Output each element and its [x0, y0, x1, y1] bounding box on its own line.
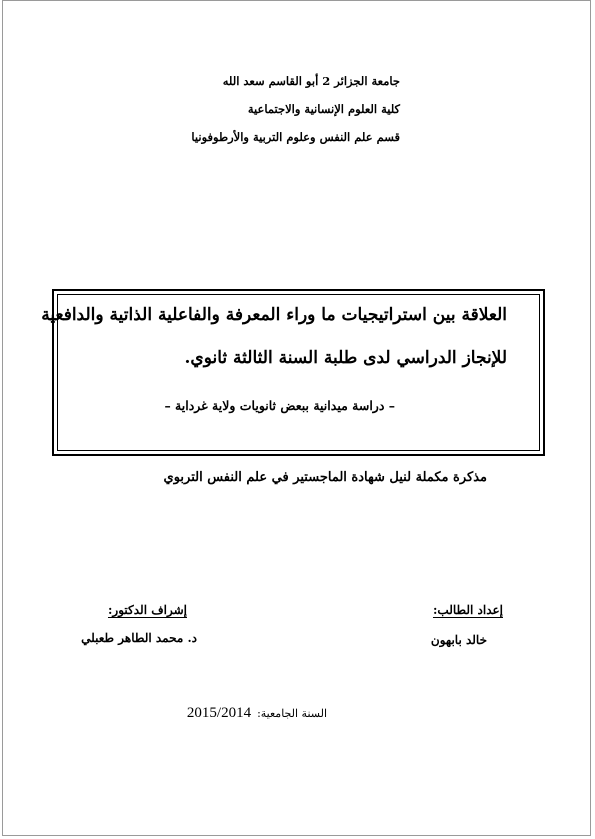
university-name: جامعة الجزائر 2 أبو القاسم سعد الله	[222, 74, 400, 88]
supervisor-name: د. محمد الطاهر طعبلي	[81, 631, 197, 645]
academic-year-value: 2015/2014	[186, 705, 252, 721]
academic-year	[187, 705, 327, 722]
degree-note: مذكرة مكملة لنيل شهادة الماجستير في علم النفس التربوي	[163, 470, 487, 485]
faculty-name: كلية العلوم الإنسانية والاجتماعية	[247, 102, 400, 116]
department-name: قسم علم النفس وعلوم التربية والأرطوفونيا	[191, 130, 400, 144]
student-name: خالد بابهون	[430, 633, 487, 647]
thesis-title-line-2: للإنجاز الدراسي لدى طلبة السنة الثالثة ثانوي.	[184, 348, 507, 368]
prepared-by-label: إعداد الطالب:	[432, 603, 503, 617]
academic-year-label: السنة الجامعية:	[257, 707, 327, 720]
thesis-subtitle: – دراسة ميدانية ببعض ثانويات ولاية غرداية –	[164, 398, 395, 413]
supervisor-label: إشراف الدكتور:	[107, 603, 187, 617]
thesis-title-line-1: العلاقة بين استراتيجيات ما وراء المعرفة والفاعلية الذاتية والدافعية	[41, 305, 507, 325]
